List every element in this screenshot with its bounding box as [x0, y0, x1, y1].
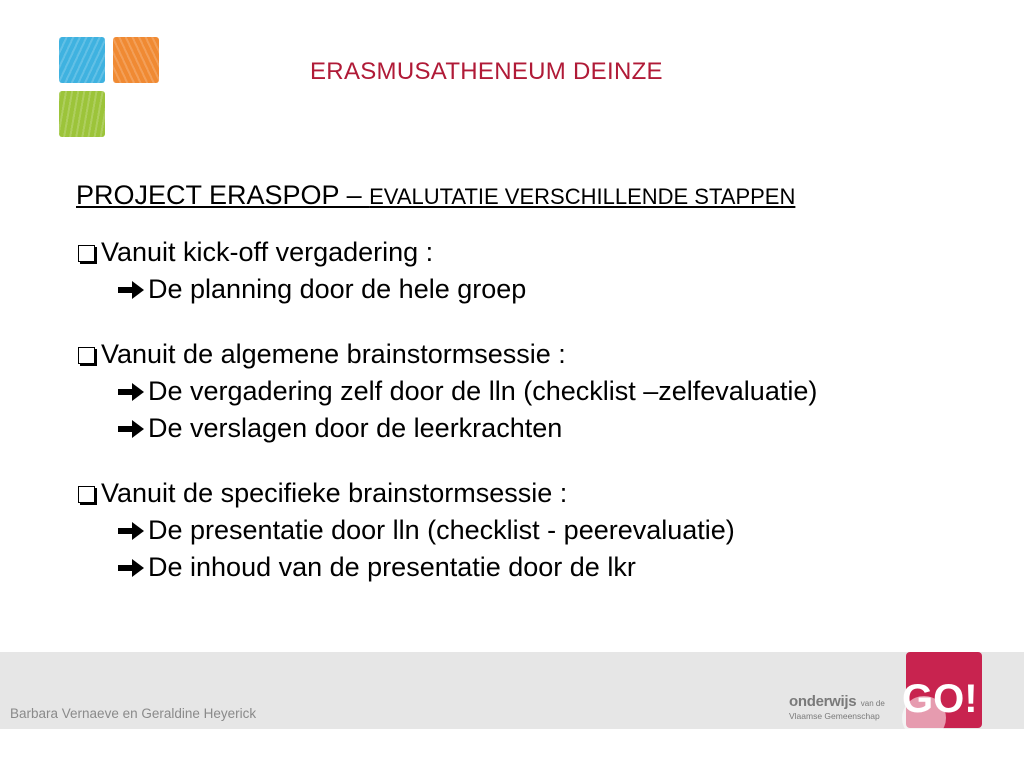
right-arrow-icon	[116, 557, 146, 579]
right-arrow-icon	[116, 418, 146, 440]
go-logo-icon	[900, 652, 982, 742]
right-arrow-icon	[116, 520, 146, 542]
section-specifieke	[76, 475, 1016, 586]
section-item-row	[76, 373, 1016, 410]
footer-author: Barbara Vernaeve en Geraldine Heyerick	[10, 706, 257, 721]
heading-main: PROJECT ERASPOP –	[76, 180, 370, 210]
checkbox-bullet-icon	[78, 245, 95, 262]
section-label-row	[76, 336, 1016, 373]
onderwijs-logo	[789, 694, 885, 721]
right-arrow-icon	[116, 381, 146, 403]
heading-sub: EVALUTATIE VERSCHILLENDE STAPPEN	[369, 184, 796, 209]
section-label: Vanuit de specifieke brainstormsessie :	[101, 478, 568, 508]
section-label-row	[76, 234, 1016, 271]
logo-square-green	[59, 91, 105, 137]
section-item: De vergadering zelf door de lln (checklist –zelfevaluatie)	[148, 376, 818, 406]
org-line1-small: van de	[860, 699, 885, 708]
section-kickoff	[76, 234, 1016, 308]
section-label: Vanuit de algemene brainstormsessie :	[101, 339, 566, 369]
bullet-content	[76, 234, 1016, 614]
logo-square-blue	[59, 37, 105, 83]
slide-heading	[76, 180, 795, 211]
section-item-row	[76, 271, 1016, 308]
go-logo-text: GO!	[902, 677, 978, 721]
section-label-row	[76, 475, 1016, 512]
section-label: Vanuit kick-off vergadering :	[101, 237, 434, 267]
right-arrow-icon	[116, 279, 146, 301]
section-item: De planning door de hele groep	[148, 274, 527, 304]
org-line1: onderwijs	[789, 693, 857, 710]
school-title: ERASMUSATHENEUM DEINZE	[310, 58, 663, 85]
section-algemene	[76, 336, 1016, 447]
checkbox-bullet-icon	[78, 486, 95, 503]
checkbox-bullet-icon	[78, 347, 95, 364]
logo-square-orange	[113, 37, 159, 83]
section-item: De verslagen door de leerkrachten	[148, 413, 563, 443]
section-item: De inhoud van de presentatie door de lkr	[148, 552, 636, 582]
section-item: De presentatie door lln (checklist - peerevaluatie)	[148, 515, 735, 545]
org-line2: Vlaamse Gemeenschap	[789, 711, 880, 721]
section-item-row	[76, 410, 1016, 447]
section-item-row	[76, 512, 1016, 549]
section-item-row	[76, 549, 1016, 586]
